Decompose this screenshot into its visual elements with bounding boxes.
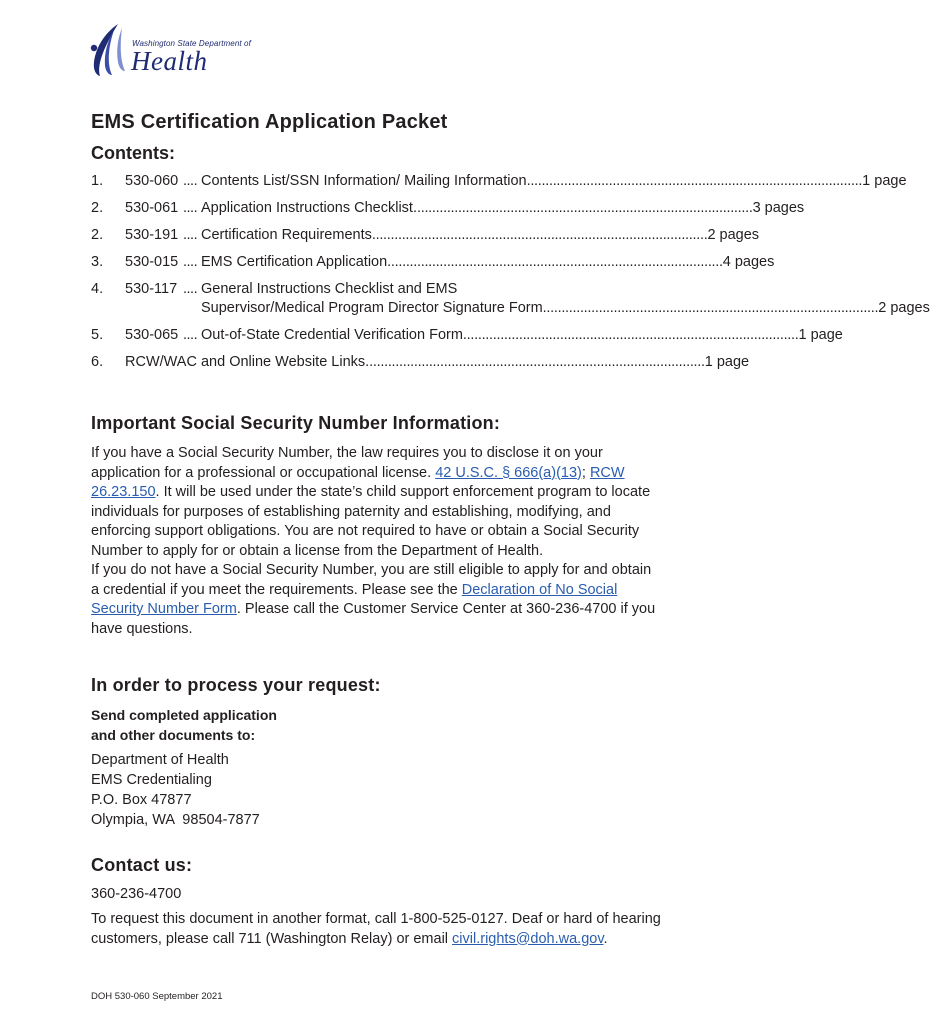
document-footer: DOH 530-060 September 2021 xyxy=(91,991,223,1002)
contents-item-number: 2. xyxy=(91,200,104,216)
contents-item-number: 6. xyxy=(91,354,104,370)
contents-heading: Contents: xyxy=(91,143,175,163)
contents-item-title: Out-of-State Credential Verification Form xyxy=(201,327,463,343)
contents-item-code: 530-117 xyxy=(125,281,178,297)
request-text: To request this document in another format, call 1-800-525-0127. Deaf or hard of hearing customers, please call 711 (Washington Relay) or email xyxy=(91,911,661,947)
contents-item xyxy=(91,252,775,279)
order-heading: In order to process your request: xyxy=(91,675,381,695)
address-line: P.O. Box 47877 xyxy=(91,792,192,808)
contents-item-number: 1. xyxy=(91,173,104,189)
contents-item-code: 530-065 xyxy=(125,327,179,343)
contents-item-code: 530-060 xyxy=(125,173,179,189)
leader-dots: .... xyxy=(183,227,198,243)
contents-item-pages: 2 pages xyxy=(878,300,930,316)
contents-item xyxy=(91,225,760,252)
leader-dots: .... xyxy=(183,200,198,216)
doh-logo xyxy=(88,22,251,78)
send-line-2: and other documents to: xyxy=(91,727,256,743)
contents-item-title: Certification Requirements xyxy=(201,227,372,243)
contents-item-pages: 1 page xyxy=(704,354,750,370)
ssn-text-3: If you do not have a Social Security Number, you are still eligible to apply for and obtain a credential if you meet the requirements. Please see the xyxy=(91,562,652,598)
contact-phone: 360-236-4700 xyxy=(91,886,182,902)
leader-dots: .......................................................................................... xyxy=(526,173,863,189)
rcw-link[interactable]: RCW 26.23.150 xyxy=(91,464,625,500)
usc-link[interactable]: 42 U.S.C. § 666(a)(13) xyxy=(435,464,582,481)
doh-logo-icon xyxy=(88,22,132,78)
leader-dots: .......................................................................................... xyxy=(387,254,723,270)
ssn-text-4: . Please call the Customer Service Center at 360-236-4700 if you have questions. xyxy=(91,601,656,637)
contents-item xyxy=(91,198,805,225)
contents-list xyxy=(91,171,930,379)
contents-item-number: 5. xyxy=(91,327,104,343)
contents-item-title: RCW/WAC and Online Website Links. xyxy=(125,354,370,370)
send-line-1: Send completed application xyxy=(91,707,277,723)
contents-item-pages: 4 pages xyxy=(722,254,775,270)
contents-item-title: Application Instructions Checklist. xyxy=(201,200,417,216)
contents-item xyxy=(91,325,843,352)
leader-dots: .......................................................................................... xyxy=(462,327,799,343)
contents-item-pages: 1 page xyxy=(798,327,843,343)
leader-dots: .... xyxy=(183,254,198,270)
contents-item-pages: 2 pages xyxy=(707,227,760,243)
logo-department-text: Washington State Department of xyxy=(132,39,251,48)
contents-item-number: 2. xyxy=(91,227,104,243)
ssn-heading: Important Social Security Number Information: xyxy=(91,413,501,433)
contents-item-title: EMS Certification Application xyxy=(201,254,388,270)
ssn-text-2: . It will be used under the state’s child support enforcement program to locate individuals for purposes of establishing paternity and establishing, modifying, and enforcing support obligations. You are not required to have or obtain a Social Security Number to apply for or obtain a license from the Department of Health. xyxy=(91,484,651,559)
leader-dots: .......................................................................................... xyxy=(542,300,879,316)
logo-health-text: Health xyxy=(131,46,208,76)
address-line: Department of Health xyxy=(91,752,229,768)
contents-item-number: 3. xyxy=(91,254,104,270)
ssn-text-separator: ; xyxy=(581,464,590,481)
format-request-text xyxy=(91,910,661,949)
ssn-paragraph xyxy=(91,444,661,639)
leader-dots: .......................................................................................... xyxy=(417,200,753,216)
leader-dots: .......................................................................................... xyxy=(369,354,705,370)
leader-dots: .......................................................................................... xyxy=(371,227,708,243)
contents-item-code: 530-191 xyxy=(125,227,179,243)
contents-item xyxy=(91,279,930,325)
contents-item-title: Contents List/SSN Information/ Mailing Information xyxy=(201,173,527,189)
declaration-form-link[interactable]: Declaration of No Social Security Number Form xyxy=(91,581,618,617)
contents-item-title: General Instructions Checklist and EMS xyxy=(201,281,458,297)
contents-item xyxy=(91,171,907,198)
mailing-address xyxy=(91,750,260,830)
contents-item xyxy=(91,352,750,379)
contents-item-pages: 1 page xyxy=(862,173,907,189)
contents-item-pages: 3 pages xyxy=(752,200,805,216)
address-line: EMS Credentialing xyxy=(91,772,212,788)
request-text-end: . xyxy=(603,930,608,947)
leader-dots: .... xyxy=(183,327,198,343)
contents-item-code: 530-015 xyxy=(125,254,179,270)
address-line: Olympia, WA 98504-7877 xyxy=(91,812,260,828)
contact-heading: Contact us: xyxy=(91,855,193,875)
contents-item-title-line2: Supervisor/Medical Program Director Signature Form xyxy=(201,300,543,316)
send-instructions xyxy=(91,705,277,745)
ssn-text-1: If you have a Social Security Number, the law requires you to disclose it on your application for a professional or occupational license. xyxy=(91,445,603,481)
leader-dots: .... xyxy=(183,281,198,297)
email-link[interactable]: civil.rights@doh.wa.gov xyxy=(452,930,604,947)
contents-item-code: 530-061 xyxy=(125,200,179,216)
contents-item-number: 4. xyxy=(91,281,104,297)
leader-dots: .... xyxy=(183,173,198,189)
page-title: EMS Certification Application Packet xyxy=(91,111,448,133)
